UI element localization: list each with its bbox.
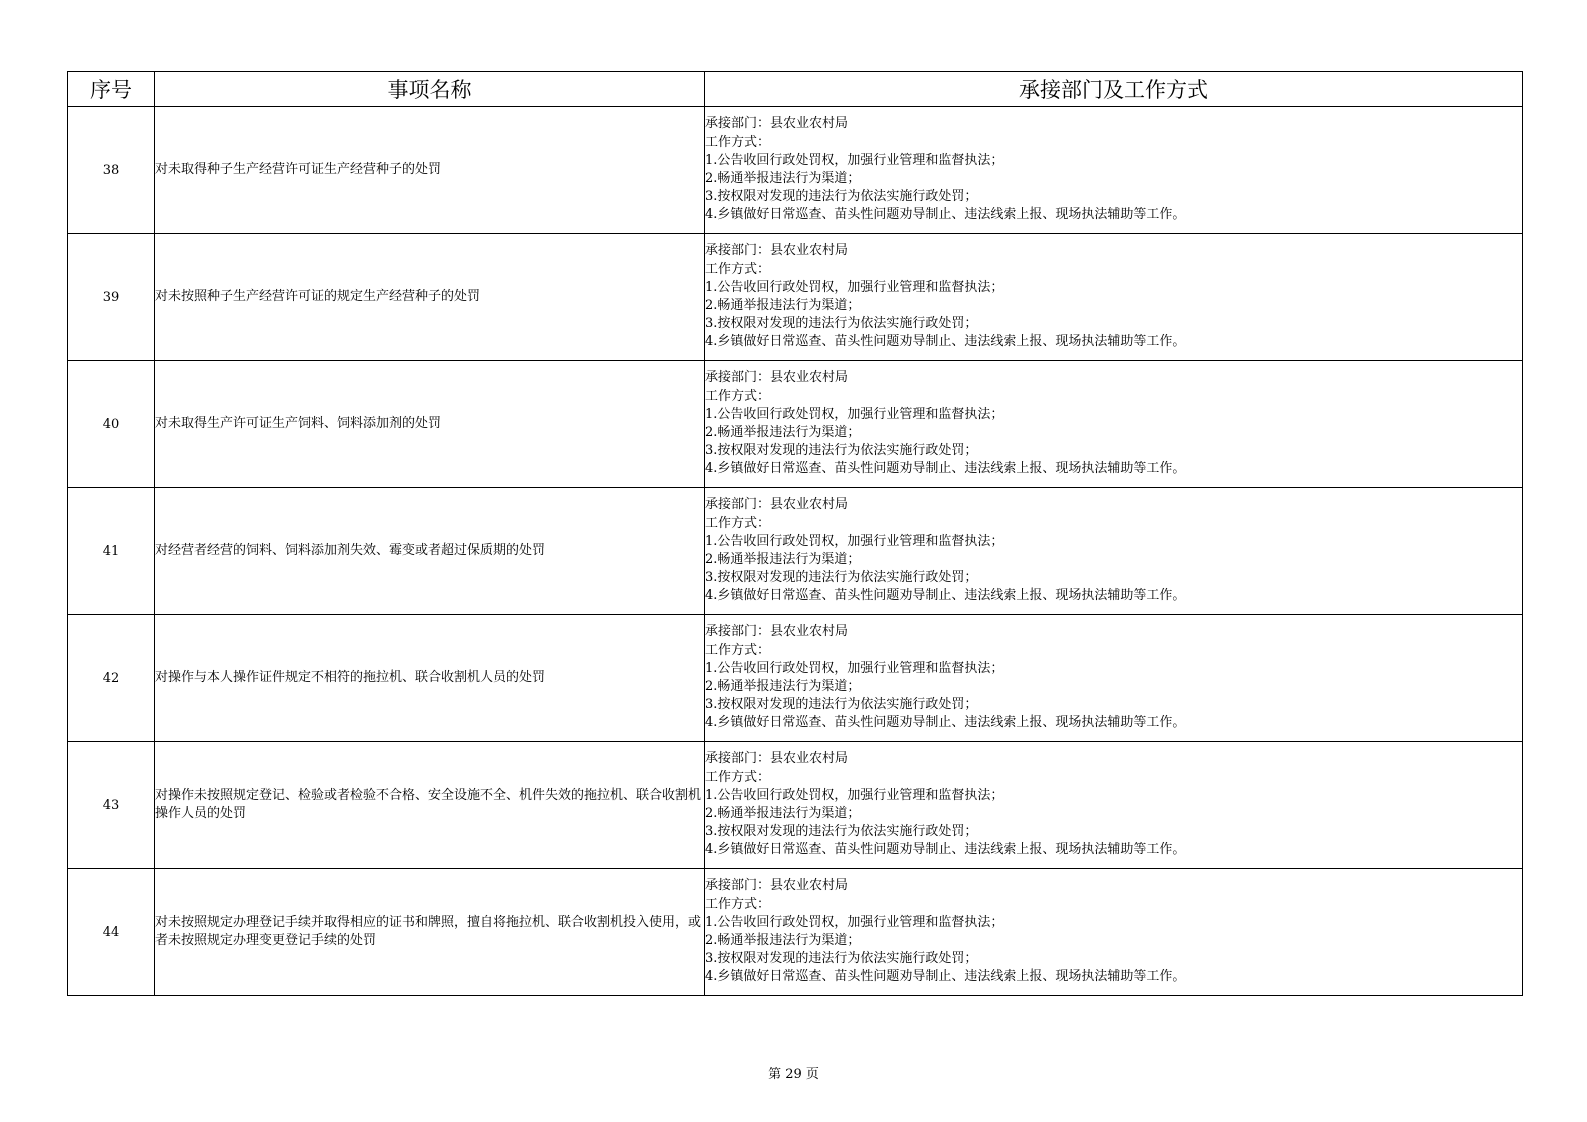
- method-line: 4.乡镇做好日常巡查、苗头性问题劝导制止、违法线索上报、现场执法辅助等工作。: [705, 842, 1186, 858]
- row-method: [705, 742, 1523, 869]
- method-line: 承接部门：县农业农村局: [705, 243, 849, 259]
- row-item-name: 对经营者经营的饲料、饲料添加剂失效、霉变或者超过保质期的处罚: [155, 488, 705, 615]
- row-item-name: 对未取得生产许可证生产饲料、饲料添加剂的处罚: [155, 361, 705, 488]
- table-row: [68, 742, 1523, 869]
- method-line: 工作方式：: [705, 769, 771, 785]
- method-line: 4.乡镇做好日常巡查、苗头性问题劝导制止、违法线索上报、现场执法辅助等工作。: [705, 334, 1186, 350]
- method-line: 1.公告收回行政处罚权，加强行业管理和监督执法；: [705, 406, 1004, 422]
- header-dept-method: 承接部门及工作方式: [705, 72, 1523, 107]
- method-line: 1.公告收回行政处罚权，加强行业管理和监督执法；: [705, 279, 1004, 295]
- table-row: [68, 361, 1523, 488]
- row-seq: 41: [68, 488, 155, 615]
- method-line: 承接部门：县农业农村局: [705, 751, 849, 767]
- method-line: 3.按权限对发现的违法行为依法实施行政处罚；: [705, 951, 978, 967]
- method-line: 4.乡镇做好日常巡查、苗头性问题劝导制止、违法线索上报、现场执法辅助等工作。: [705, 715, 1186, 731]
- method-line: 4.乡镇做好日常巡查、苗头性问题劝导制止、违法线索上报、现场执法辅助等工作。: [705, 588, 1186, 604]
- method-line: 2.畅通举报违法行为渠道；: [705, 933, 861, 948]
- row-seq: 44: [68, 869, 155, 996]
- method-line: 工作方式：: [705, 515, 771, 531]
- table-row: [68, 234, 1523, 361]
- method-line: 2.畅通举报违法行为渠道；: [705, 425, 861, 440]
- method-line: 3.按权限对发现的违法行为依法实施行政处罚；: [705, 316, 978, 332]
- method-line: 工作方式：: [705, 134, 771, 150]
- row-method: [705, 234, 1523, 361]
- method-line: 承接部门：县农业农村局: [705, 624, 849, 640]
- table-row: [68, 488, 1523, 615]
- row-item-name: 对未按照种子生产经营许可证的规定生产经营种子的处罚: [155, 234, 705, 361]
- method-line: 4.乡镇做好日常巡查、苗头性问题劝导制止、违法线索上报、现场执法辅助等工作。: [705, 461, 1186, 477]
- row-item-name: 对操作未按照规定登记、检验或者检验不合格、安全设施不全、机件失效的拖拉机、联合收割机操作人员的处罚: [155, 742, 705, 869]
- method-line: 3.按权限对发现的违法行为依法实施行政处罚；: [705, 443, 978, 459]
- method-line: 3.按权限对发现的违法行为依法实施行政处罚；: [705, 824, 978, 840]
- method-line: 1.公告收回行政处罚权，加强行业管理和监督执法；: [705, 533, 1004, 549]
- row-item-name: 对未按照规定办理登记手续并取得相应的证书和牌照，擅自将拖拉机、联合收割机投入使用，或者未按照规定办理变更登记手续的处罚: [155, 869, 705, 996]
- method-line: 4.乡镇做好日常巡查、苗头性问题劝导制止、违法线索上报、现场执法辅助等工作。: [705, 207, 1186, 223]
- method-line: 承接部门：县农业农村局: [705, 878, 849, 894]
- row-seq: 42: [68, 615, 155, 742]
- row-method: [705, 361, 1523, 488]
- method-line: 承接部门：县农业农村局: [705, 370, 849, 386]
- row-seq: 43: [68, 742, 155, 869]
- method-line: 工作方式：: [705, 642, 771, 658]
- row-item-name: 对未取得种子生产经营许可证生产经营种子的处罚: [155, 107, 705, 234]
- method-line: 1.公告收回行政处罚权，加强行业管理和监督执法；: [705, 660, 1004, 676]
- header-seq: 序号: [68, 72, 155, 107]
- row-method: [705, 869, 1523, 996]
- items-table: [67, 71, 1523, 996]
- method-line: 工作方式：: [705, 261, 771, 277]
- row-item-name: 对操作与本人操作证件规定不相符的拖拉机、联合收割机人员的处罚: [155, 615, 705, 742]
- row-method: [705, 488, 1523, 615]
- method-line: 承接部门：县农业农村局: [705, 497, 849, 513]
- method-line: 1.公告收回行政处罚权，加强行业管理和监督执法；: [705, 914, 1004, 930]
- row-seq: 40: [68, 361, 155, 488]
- method-line: 2.畅通举报违法行为渠道；: [705, 679, 861, 694]
- method-line: 2.畅通举报违法行为渠道；: [705, 552, 861, 567]
- table-row: [68, 615, 1523, 742]
- row-seq: 39: [68, 234, 155, 361]
- method-line: 1.公告收回行政处罚权，加强行业管理和监督执法；: [705, 787, 1004, 803]
- method-line: 2.畅通举报违法行为渠道；: [705, 171, 861, 186]
- header-item-name: 事项名称: [155, 72, 705, 107]
- method-line: 2.畅通举报违法行为渠道；: [705, 298, 861, 313]
- row-method: [705, 107, 1523, 234]
- method-line: 工作方式：: [705, 388, 771, 404]
- method-line: 3.按权限对发现的违法行为依法实施行政处罚；: [705, 189, 978, 205]
- method-line: 工作方式：: [705, 896, 771, 912]
- method-line: 3.按权限对发现的违法行为依法实施行政处罚；: [705, 697, 978, 713]
- table-row: [68, 869, 1523, 996]
- method-line: 2.畅通举报违法行为渠道；: [705, 806, 861, 821]
- row-seq: 38: [68, 107, 155, 234]
- table-row: [68, 107, 1523, 234]
- method-line: 1.公告收回行政处罚权，加强行业管理和监督执法；: [705, 152, 1004, 168]
- page-number: 第 29 页: [768, 1067, 819, 1082]
- method-line: 4.乡镇做好日常巡查、苗头性问题劝导制止、违法线索上报、现场执法辅助等工作。: [705, 969, 1186, 985]
- method-line: 3.按权限对发现的违法行为依法实施行政处罚；: [705, 570, 978, 586]
- method-line: 承接部门：县农业农村局: [705, 116, 849, 132]
- row-method: [705, 615, 1523, 742]
- header-row: [68, 72, 1523, 107]
